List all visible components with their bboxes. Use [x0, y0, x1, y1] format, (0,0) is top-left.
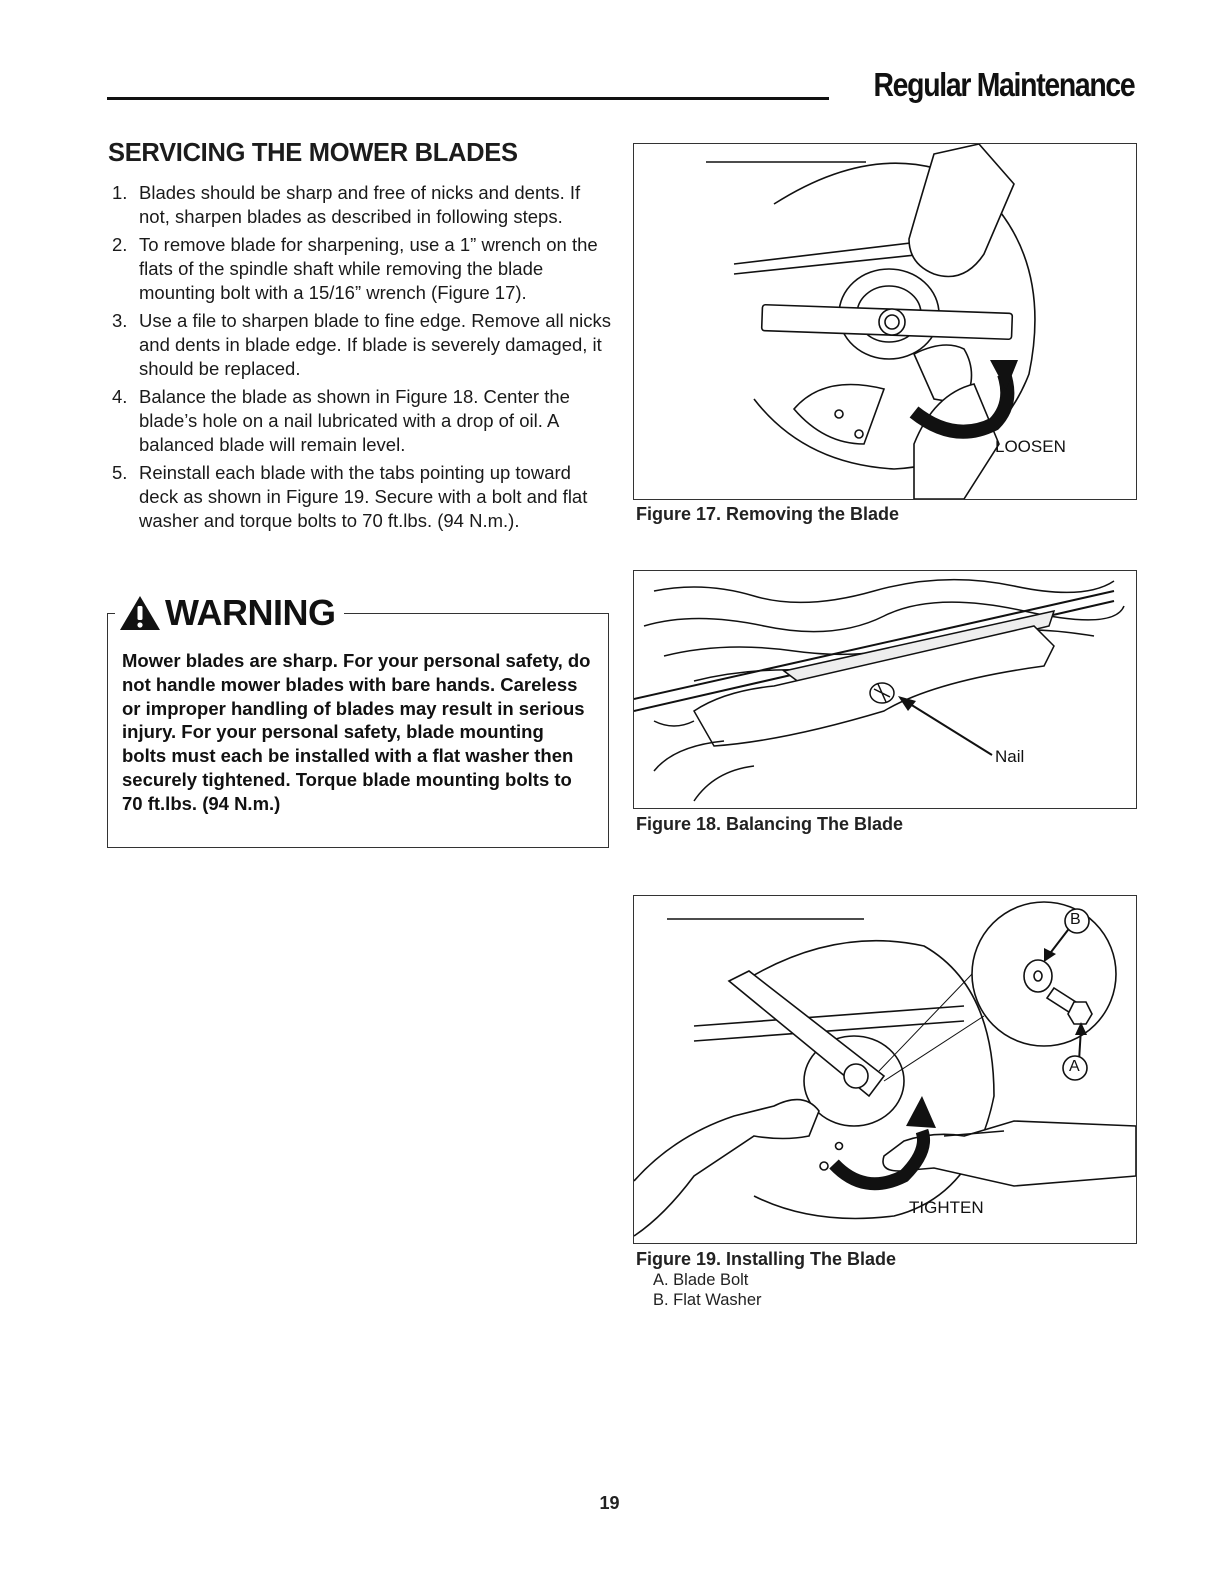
steps-list: [110, 181, 615, 537]
step-number: 1.: [112, 182, 128, 203]
warning-text: Mower blades are sharp. For your personal safety, do not handle mower blades with bare hands. Careless or improper handling of blades may result in serious injury. For your personal safety, blade mounting bolts must each be installed with a flat washer then securely tightened. Torque blade mounting bolts to 70 ft.lbs. (94 N.m.): [122, 650, 591, 814]
warning-header: [115, 591, 344, 635]
step-number: 2.: [112, 234, 128, 255]
section-header: Regular Maintenance: [873, 66, 1134, 103]
list-item: [110, 385, 615, 457]
step-text: Use a file to sharpen blade to fine edge. Remove all nicks and dents in blade edge. If blade is severely damaged, it should be replaced.: [139, 310, 612, 379]
list-item: [110, 181, 615, 229]
step-text: Reinstall each blade with the tabs pointing up toward deck as shown in Figure 19. Secure with a bolt and flat washer and torque bolts to 70 ft.lbs. (94 N.m.).: [139, 462, 588, 531]
blade-balancing-illustration: [634, 571, 1136, 808]
callout-a: A: [1069, 1058, 1080, 1075]
section-title: SERVICING THE MOWER BLADES: [108, 139, 518, 167]
step-number: 4.: [112, 386, 128, 407]
step-text: Blades should be sharp and free of nicks and dents. If not, sharpen blades as described in following steps.: [139, 182, 581, 227]
list-item: [110, 233, 615, 305]
warning-title: WARNING: [165, 592, 336, 633]
figure-19-legend: [653, 1270, 762, 1310]
step-number: 3.: [112, 310, 128, 331]
callout-b: B: [1070, 911, 1081, 928]
blade-installation-illustration: [634, 896, 1136, 1243]
header-rule: [107, 97, 829, 100]
figure-19-caption: Figure 19. Installing The Blade: [636, 1249, 897, 1269]
loosen-label: LOOSEN: [995, 437, 1066, 456]
warning-triangle-icon: [119, 595, 161, 631]
legend-item-flat-washer: B. Flat Washer: [653, 1291, 762, 1309]
figure-18-caption: Figure 18. Balancing The Blade: [636, 814, 904, 834]
list-item: [110, 309, 615, 381]
figure-18-image: [633, 570, 1137, 809]
tighten-label: TIGHTEN: [909, 1198, 984, 1217]
figure-17-caption: Figure 17. Removing the Blade: [636, 504, 900, 524]
legend-item-blade-bolt: A. Blade Bolt: [653, 1271, 749, 1289]
nail-label: Nail: [995, 747, 1025, 766]
step-text: To remove blade for sharpening, use a 1” wrench on the flats of the spindle shaft while removing the blade mounting bolt with a 15/16” wrench (Figure 17).: [139, 234, 598, 303]
list-item: [110, 461, 615, 533]
figure-17-image: [633, 143, 1137, 500]
figure-19-image: [633, 895, 1137, 1244]
step-number: 5.: [112, 462, 128, 483]
page-number: 19: [599, 1493, 620, 1513]
step-text: Balance the blade as shown in Figure 18. Center the blade’s hole on a nail lubricated with a drop of oil. A balanced blade will remain level.: [139, 386, 570, 455]
